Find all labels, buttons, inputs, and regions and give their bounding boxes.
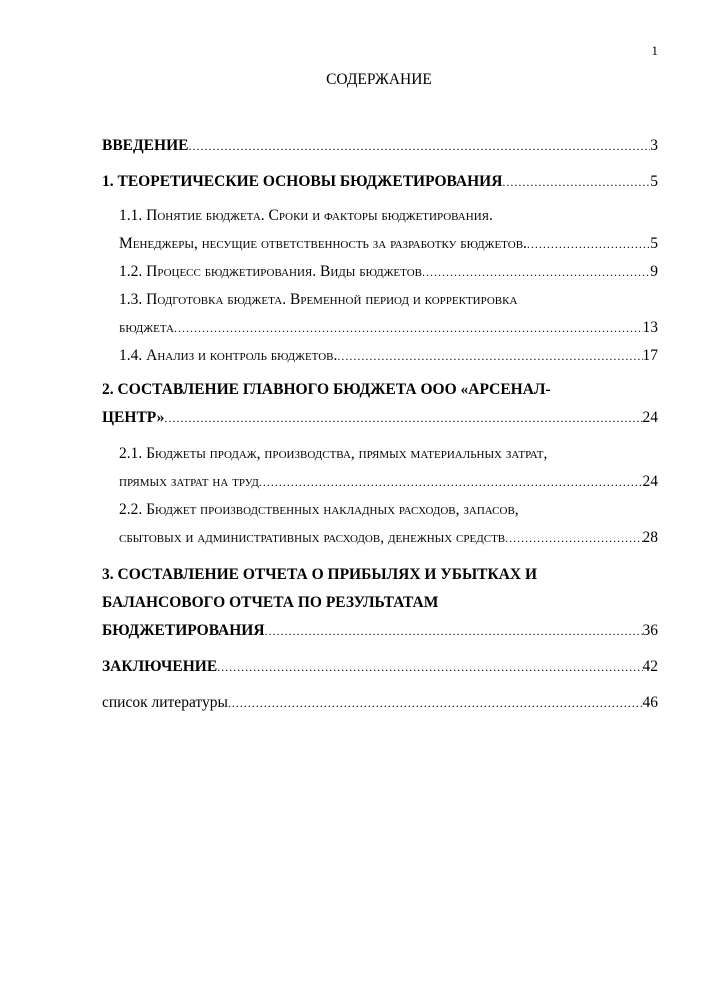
toc-entry-title: 3. СОСТАВЛЕНИЕ ОТЧЕТА О ПРИБЫЛЯХ И УБЫТКАХ И bbox=[102, 566, 538, 583]
toc-entry-title: Менеджеры, несущие ответственность за разработку бюджетов. bbox=[119, 235, 527, 252]
toc-entry-title: 2. СОСТАВЛЕНИЕ ГЛАВНОГО БЮДЖЕТА ООО «АРСЕНАЛ- bbox=[102, 381, 551, 398]
toc-page-number: 5 bbox=[650, 235, 658, 252]
toc-page-number: 13 bbox=[642, 319, 658, 336]
table-of-contents bbox=[102, 132, 658, 717]
toc-page-number: 9 bbox=[650, 263, 658, 280]
toc-entry-title: список литературы bbox=[102, 694, 228, 711]
toc-leader bbox=[217, 653, 642, 681]
toc-entry-title: 1.2. Процесс бюджетирования. Виды бюджетов bbox=[119, 263, 423, 280]
toc-entry bbox=[102, 468, 658, 496]
toc-entry bbox=[102, 314, 658, 342]
toc-page-number: 3 bbox=[650, 137, 658, 154]
toc-entry-title: прямых затрат на труд bbox=[119, 473, 259, 490]
toc-entry-title: БЮДЖЕТИРОВАНИЯ bbox=[102, 622, 265, 639]
toc-entry-title: ВВЕДЕНИЕ bbox=[102, 137, 189, 154]
toc-page-number: 24 bbox=[642, 409, 658, 426]
toc-entry bbox=[102, 653, 658, 681]
toc-entry-title: ЦЕНТР» bbox=[102, 409, 165, 426]
toc-entry bbox=[102, 342, 658, 370]
toc-entry-line bbox=[102, 589, 658, 617]
toc-entry-title: 2.2. Бюджет производственных накладных расходов, запасов, bbox=[119, 501, 519, 518]
toc-leader bbox=[422, 258, 650, 286]
toc-entry-line bbox=[102, 202, 658, 230]
toc-entry-title: бюджета bbox=[119, 319, 174, 336]
toc-leader bbox=[188, 132, 650, 160]
toc-page-number: 5 bbox=[650, 173, 658, 190]
toc-entry-title: 2.1. Бюджеты продаж, производства, прямых материальных затрат, bbox=[119, 445, 548, 462]
toc-entry-title: 1.3. Подготовка бюджета. Временной период и корректировка bbox=[119, 291, 518, 308]
toc-page-number: 28 bbox=[642, 529, 658, 546]
toc-entry-title: БАЛАНСОВОГО ОТЧЕТА ПО РЕЗУЛЬТАТАМ bbox=[102, 594, 439, 611]
toc-entry-title: 1.1. Понятие бюджета. Сроки и факторы бюджетирования. bbox=[119, 207, 493, 224]
toc-leader bbox=[505, 524, 642, 552]
toc-entry bbox=[102, 524, 658, 552]
toc-entry-line bbox=[102, 496, 658, 524]
toc-leader bbox=[164, 404, 642, 432]
toc-leader bbox=[337, 342, 642, 370]
toc-entry bbox=[102, 689, 658, 717]
toc-leader bbox=[502, 168, 650, 196]
toc-entry bbox=[102, 230, 658, 258]
toc-leader bbox=[527, 230, 650, 258]
toc-leader bbox=[228, 689, 643, 717]
toc-entry-line bbox=[102, 440, 658, 468]
toc-entry bbox=[102, 168, 658, 196]
toc-entry bbox=[102, 132, 658, 160]
toc-page-number: 36 bbox=[642, 622, 658, 639]
toc-page-number: 42 bbox=[642, 658, 658, 675]
toc-entry bbox=[102, 404, 658, 432]
toc-entry-title: 1.4. Анализ и контроль бюджетов. bbox=[119, 347, 338, 364]
toc-entry-title: 1. ТЕОРЕТИЧЕСКИЕ ОСНОВЫ БЮДЖЕТИРОВАНИЯ bbox=[102, 173, 503, 190]
toc-entry bbox=[102, 617, 658, 645]
toc-entry-line bbox=[102, 286, 658, 314]
toc-entry-title: ЗАКЛЮЧЕНИЕ bbox=[102, 658, 218, 675]
toc-page-number: 46 bbox=[642, 694, 658, 711]
toc-entry-title: сбытовых и административных расходов, денежных средств bbox=[119, 529, 506, 546]
toc-entry bbox=[102, 258, 658, 286]
toc-leader bbox=[174, 314, 643, 342]
toc-entry-line bbox=[102, 376, 658, 404]
page-number: 1 bbox=[651, 43, 658, 58]
toc-leader bbox=[265, 617, 643, 645]
toc-leader bbox=[259, 468, 643, 496]
toc-entry-line bbox=[102, 561, 658, 589]
toc-page-number: 17 bbox=[642, 347, 658, 364]
toc-page-number: 24 bbox=[642, 473, 658, 490]
page-title: СОДЕРЖАНИЕ bbox=[326, 71, 432, 88]
